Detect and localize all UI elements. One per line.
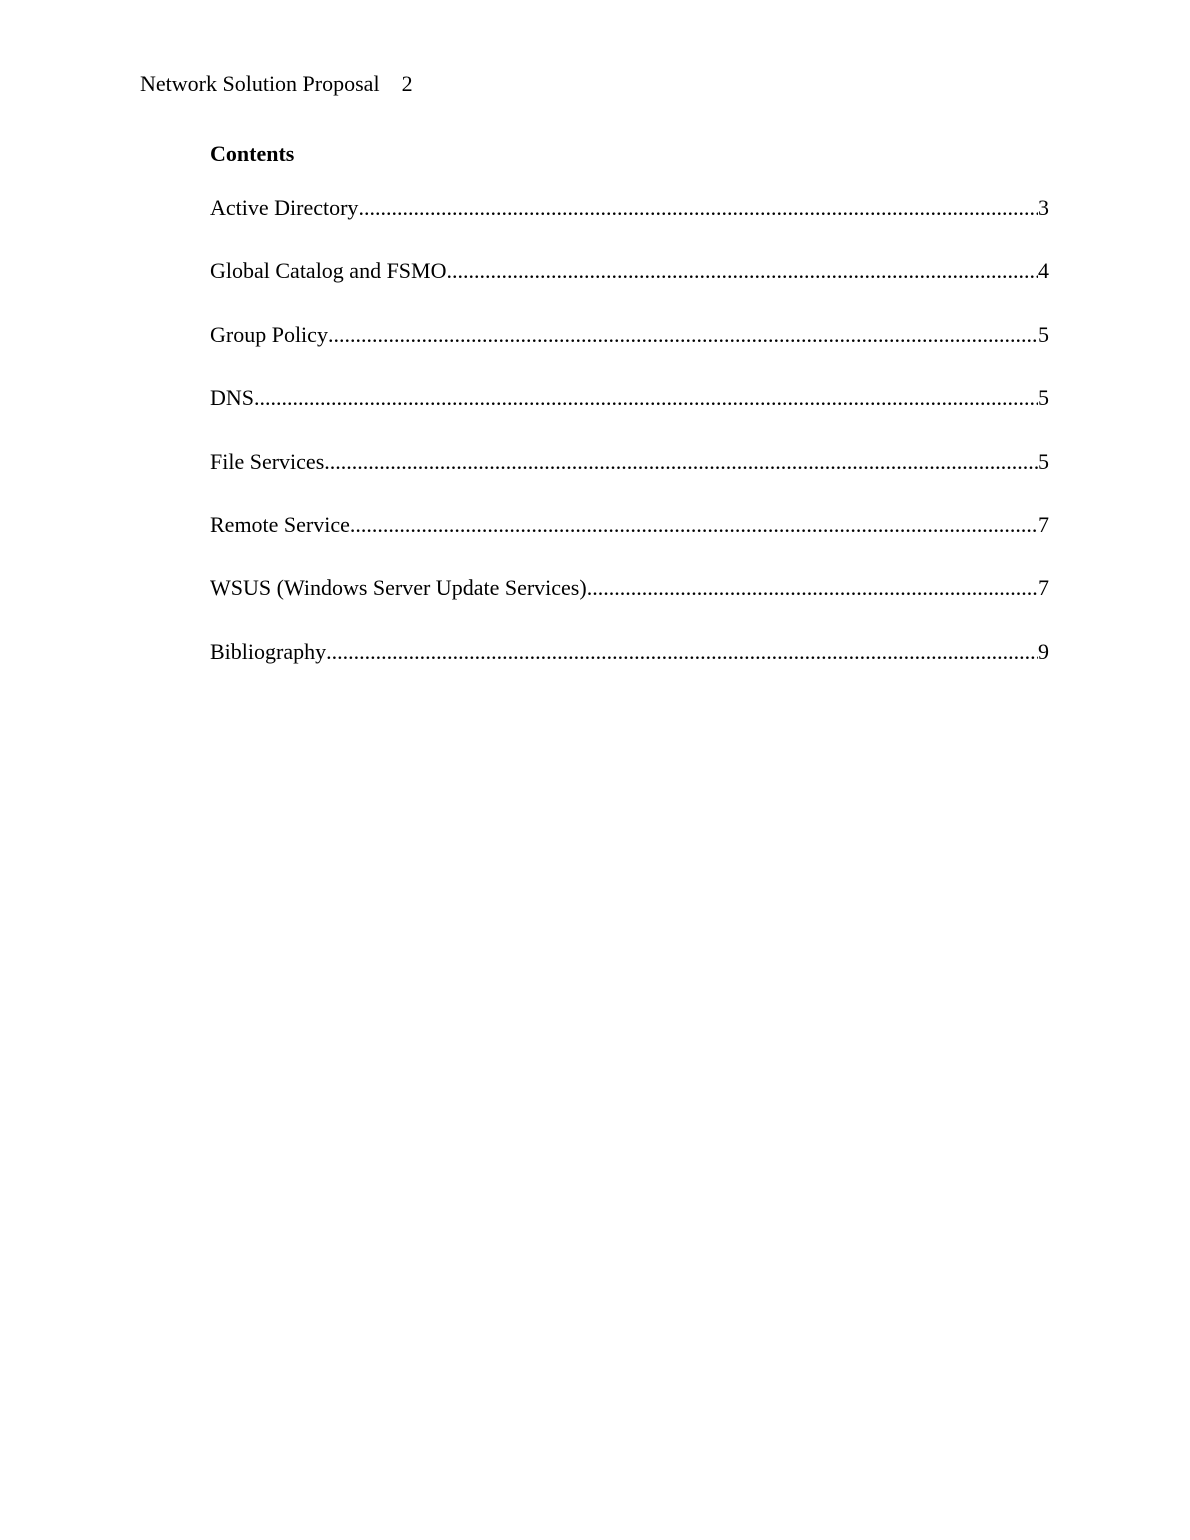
table-of-contents <box>210 140 1049 701</box>
header-page-number: 2 <box>401 71 413 96</box>
toc-entry-page: 5 <box>1038 321 1049 347</box>
toc-entry-file-services[interactable] <box>210 448 1049 511</box>
header-title: Network Solution Proposal <box>140 71 380 96</box>
toc-entry-title: Group Policy <box>210 321 328 347</box>
toc-entry-title: Remote Service <box>210 511 350 537</box>
toc-dot-leader <box>587 574 1038 602</box>
toc-entry-page: 9 <box>1038 638 1049 664</box>
toc-entry-bibliography[interactable] <box>210 638 1049 701</box>
toc-dot-leader <box>324 448 1038 476</box>
toc-entry-group-policy[interactable] <box>210 321 1049 384</box>
toc-dot-leader <box>326 638 1038 666</box>
toc-dot-leader <box>254 384 1038 412</box>
toc-entry-title: Bibliography <box>210 638 327 664</box>
toc-entry-page: 4 <box>1038 258 1049 284</box>
toc-entry-remote-service[interactable] <box>210 511 1049 574</box>
toc-entry-page: 7 <box>1038 511 1049 537</box>
toc-dot-leader <box>447 257 1039 285</box>
toc-dot-leader <box>328 321 1038 349</box>
toc-entry-page: 3 <box>1038 195 1049 220</box>
toc-entry-title: Active Directory <box>210 195 359 220</box>
running-header <box>140 70 413 98</box>
toc-entry-title: Global Catalog and FSMO <box>210 258 447 284</box>
toc-entry-active-directory[interactable] <box>210 194 1049 257</box>
toc-entry-dns[interactable] <box>210 384 1049 447</box>
toc-list <box>210 194 1049 701</box>
toc-dot-leader <box>350 511 1038 539</box>
toc-entry-page: 5 <box>1038 448 1049 474</box>
toc-entry-page: 5 <box>1038 385 1049 411</box>
toc-entry-title: File Services <box>210 448 325 474</box>
toc-entry-wsus[interactable] <box>210 574 1049 637</box>
toc-entry-title: WSUS (Windows Server Update Services) <box>210 575 587 601</box>
toc-entry-page: 7 <box>1038 575 1049 601</box>
toc-entry-title: DNS <box>210 385 255 411</box>
toc-heading: Contents <box>210 141 295 166</box>
toc-entry-global-catalog-fsmo[interactable] <box>210 257 1049 320</box>
toc-dot-leader <box>358 194 1038 222</box>
